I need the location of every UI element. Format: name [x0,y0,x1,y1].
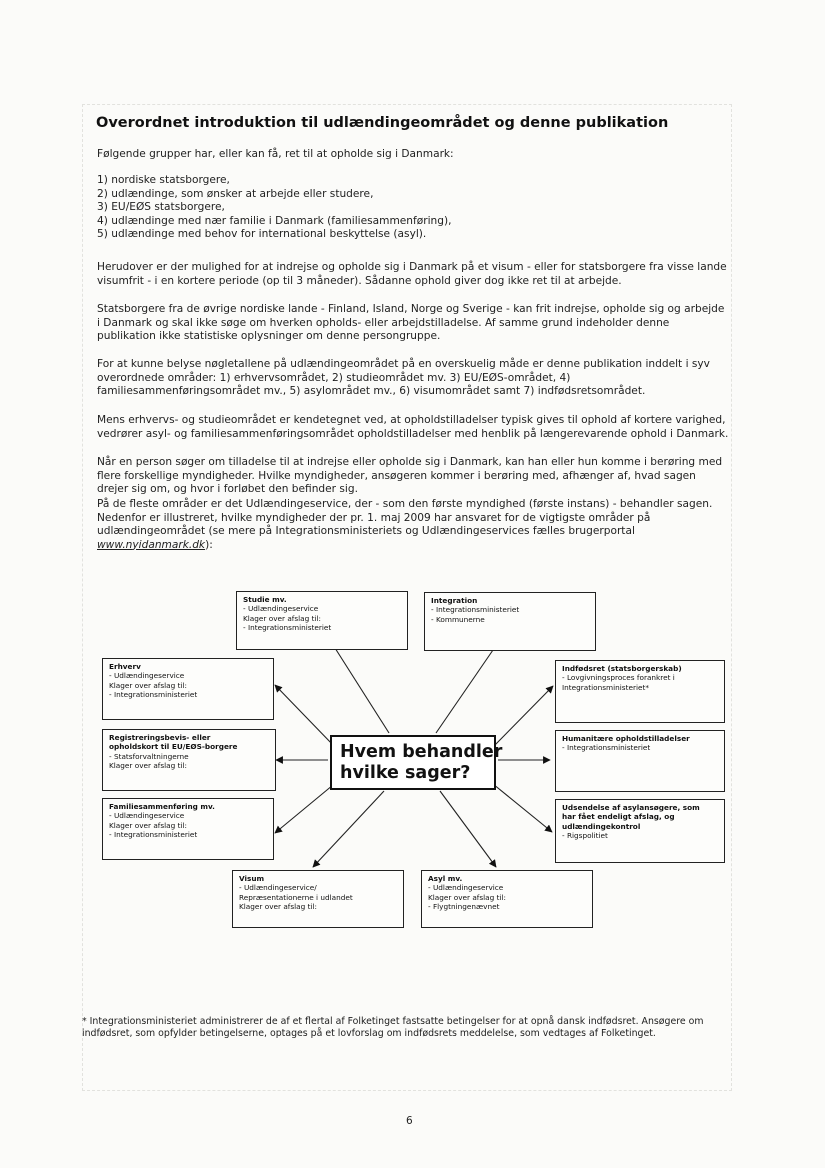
box-line: - Flygtningenævnet [428,902,500,912]
box-line: Repræsentationerne i udlandet [239,892,353,902]
box-erhverv [102,658,274,720]
service-text: På de fleste områder er det Udlændingeservice, der - som den første myndighed (første instans) - behandler sagen. Nedenfor er illustreret, hvilke myndigheder der pr. 1. maj 2009 har ansvaret for de vigtigste områder på udlændingeområdet (se mere på Integrationsministeriets og Udlændingeservices fælles brugerportal [97,498,713,537]
connector-integration [436,650,493,733]
center-question-line: hvilke sager? [340,763,471,783]
portal-link[interactable]: www.nyidanmark.dk [97,538,206,551]
box-line: - Udlændingeservice [428,883,504,893]
box-udsendelse [555,799,725,863]
box-line: - Lovgivningsproces forankret i [562,673,675,683]
paragraph-duration: Mens erhvervs- og studieområdet er kendetegnet ved, at opholdstilladelser typisk gives til ophold af kortere varighed, vedrører asyl- og familiesammenføringsområdet opholdstilladelser med henblik på længerevarende ophold i Danmark. [97,414,729,440]
box-line: Klager over afslag til: [428,892,506,902]
box-line: - Integrationsministeriet [431,605,520,615]
paragraph-areas: For at kunne belyse nøgletallene på udlændingeområdet på en overskuelig måde er denne publikation inddelt i syv overordnede områder: 1) erhvervsområdet, 2) studieområdet mv. 3) EU/EØS-området, 4) familiesammenføringsområdet mv., 5) asylområdet mv., 6) visumområdet samt 7) indfødsretsområdet. [97,358,710,397]
box-title: har fået endeligt afslag, og [562,812,675,822]
connector-visum [313,791,384,867]
list-item: 2) udlændinge, som ønsker at arbejde eller studere, [97,187,374,200]
intro-text: Følgende grupper har, eller kan få, ret til at opholde sig i Danmark: [97,148,454,160]
paragraph-nordic: Statsborgere fra de øvrige nordiske lande - Finland, Island, Norge og Sverige - kan frit indrejse, opholde sig og arbejde i Danmark og skal ikke søge om hverken opholds- eller arbejdstilladelse. Af samme grund indeholder denne publikation ikke statistiske oplysninger om denne persongruppe. [97,303,725,342]
box-integration [424,592,596,651]
box-line: - Statsforvaltningerne [109,751,189,761]
box-line: - Udlændingeservice/ [239,883,317,893]
box-title: Registreringsbevis- eller [109,733,211,742]
box-title: Erhverv [109,662,141,671]
connector-udsendelse [493,784,552,832]
service-text-end: ): [205,538,213,551]
box-line: Klager over afslag til: [109,680,187,690]
connector-familie [275,785,333,833]
center-question [330,735,503,790]
box-title: Asyl mv. [428,874,463,883]
box-familie [102,798,274,860]
box-line: - Integrationsministeriet [109,690,198,700]
box-title: Indfødsret (statsborgerskab) [562,664,682,673]
box-line: - Udlændingeservice [243,604,319,614]
box-title: Familiesammenføring mv. [109,802,215,811]
box-registrering [102,729,276,791]
connector-erhverv [275,685,334,746]
box-title: opholdskort til EU/EØS-borgere [109,742,238,752]
box-line: - Udlændingeservice [109,811,185,821]
box-title: udlændingekontrol [562,821,641,831]
box-title: Visum [239,874,265,883]
box-line: Klager over afslag til: [109,820,187,830]
box-visum [232,870,404,928]
box-title: Udsendelse af asylansøgere, som [562,803,700,812]
box-title: Integration [431,596,478,605]
page-number: 6 [406,1115,413,1127]
list-item: 4) udlændinge med nær familie i Danmark (familiesammenføring), [97,214,452,227]
box-asyl [421,870,593,928]
page-title: Overordnet introduktion til udlændingeområdet og denne publikation [96,115,669,131]
box-line: - Rigspolitiet [562,831,608,841]
box-line: - Integrationsministeriet [109,830,198,840]
center-question-line: Hvem behandler [340,742,503,762]
box-line: - Kommunerne [431,614,485,624]
box-line: - Integrationsministeriet [562,743,651,753]
box-line: - Udlændingeservice [109,671,185,681]
paragraph-visum: Herudover er der mulighed for at indrejse og opholde sig i Danmark på et visum - eller for statsborgere fra visse lande visumfrit - i en kortere periode (op til 3 måneder). Sådanne ophold giver dog ikke ret til at arbejde. [97,261,727,287]
footnote: * Integrationsministeriet administrerer de af et flertal af Folketinget fastsatte betingelser for at opnå dansk indfødsret. Ansøgere om indfødsret, som opfylder betingelserne, optages på et lovforslag om indfødsrets meddelelse, som vedtages af Folketinget. [82,1016,704,1039]
connector-indfodsret [494,686,553,746]
connector-studie [335,648,389,733]
box-humanitaere [555,730,725,792]
list-item: 1) nordiske statsborgere, [97,174,230,186]
paragraph-authorities: Når en person søger om tilladelse til at indrejse eller opholde sig i Danmark, kan han eller hun komme i berøring med flere forskellige myndigheder. Hvilke myndigheder, ansøgeren kommer i berøring med, afhænger af, hvad sagen drejer sig om, og hvor i forløbet den befinder sig. [97,456,723,495]
list-item: 5) udlændinge med behov for international beskyttelse (asyl). [97,228,427,240]
box-title: Humanitære opholdstilladelser [562,734,690,743]
box-line: Klager over afslag til: [243,613,321,623]
box-title: Studie mv. [243,595,287,604]
box-line: - Integrationsministeriet [243,623,332,633]
box-line: Klager over afslag til: [239,902,317,912]
box-studie [236,591,408,650]
connector-asyl [440,791,496,867]
box-line: Klager over afslag til: [109,761,187,771]
box-indfodsret [555,660,725,723]
list-item: 3) EU/EØS statsborgere, [97,201,225,213]
box-line: Integrationsministeriet* [562,682,649,692]
